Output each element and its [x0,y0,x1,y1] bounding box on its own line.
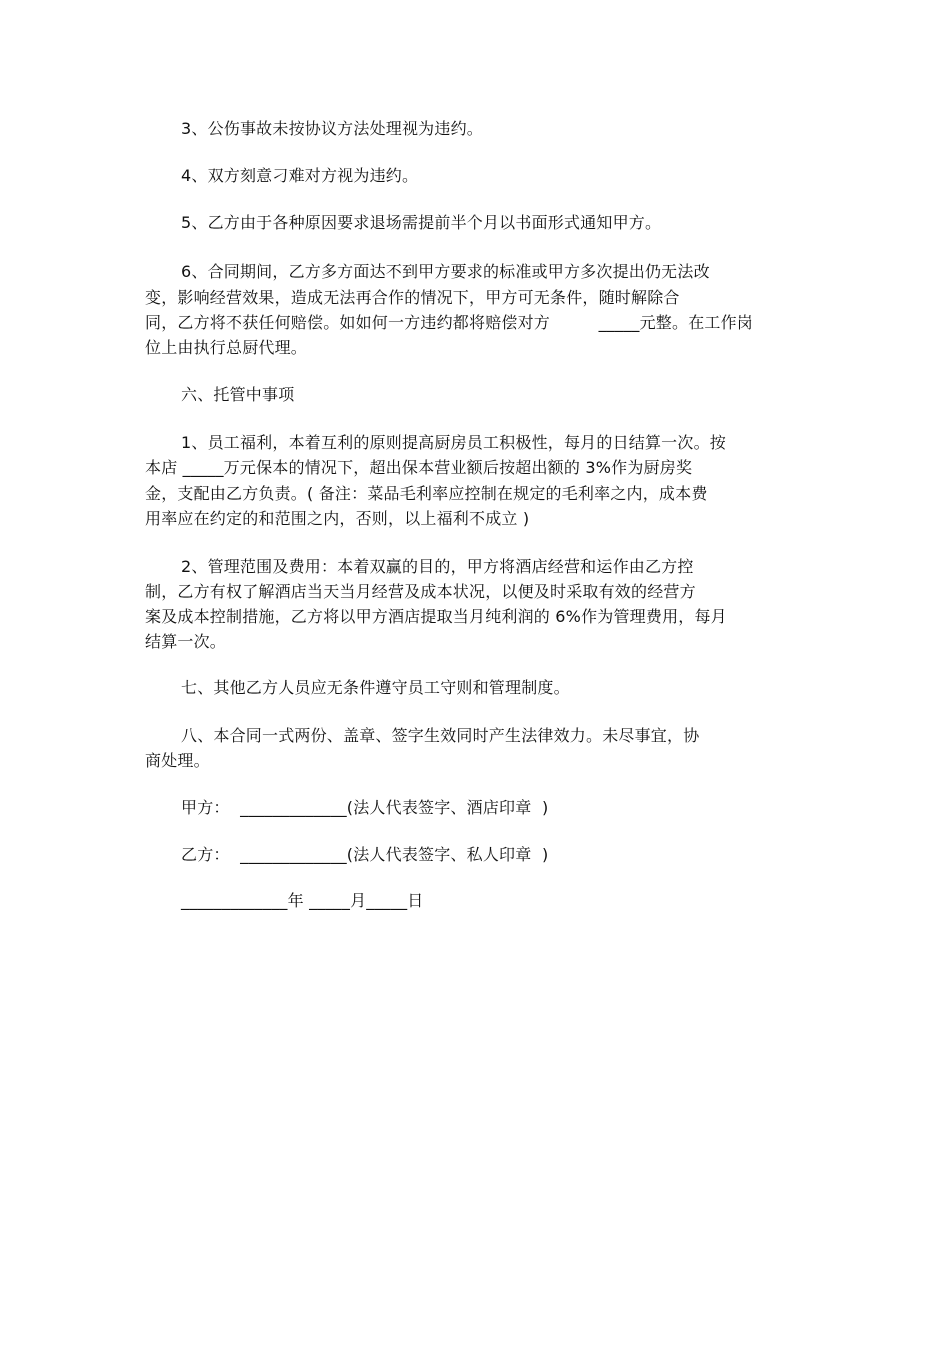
management-line-4: 结算一次。 [145,632,227,651]
clause-4-violation: 4、双方刻意刁难对方视为违约。 [181,166,419,185]
party-b-signature: 乙方： _____________(法人代表签字、私人印章 ) [181,845,549,864]
clause-6-line-3: 同，乙方将不获任何赔偿。如如何一方违约都将赔偿对方 _____元整。在工作岗 [145,313,754,332]
clause-5-exit-notice: 5、乙方由于各种原因要求退场需提前半个月以书面形式通知甲方。 [181,213,662,232]
welfare-line-2: 本店 _____万元保本的情况下，超出保本营业额后按超出额的 3%作为厨房奖 [145,458,693,477]
clause-6-line-4: 位上由执行总厨代理。 [145,338,308,357]
welfare-line-1: 1、员工福利，本着互利的原则提高厨房员工积极性，每月的日结算一次。按 [181,433,726,452]
welfare-line-3: 金，支配由乙方负责。( 备注：菜品毛利率应控制在规定的毛利率之内，成本费 [145,484,708,503]
management-line-1: 2、管理范围及费用：本着双赢的目的，甲方将酒店经营和运作由乙方控 [181,557,694,576]
clause-6-line-2: 变，影响经营效果，造成无法再合作的情况下，甲方可无条件，随时解除合 [145,288,680,307]
section-6-heading: 六、托管中事项 [181,385,295,404]
management-line-2: 制，乙方有权了解酒店当天当月经营及成本状况，以便及时采取有效的经营方 [145,582,696,601]
section-8-line-2: 商处理。 [145,751,210,770]
clause-3-violation: 3、公伤事故未按协议方法处理视为违约。 [181,119,483,138]
section-7: 七、其他乙方人员应无条件遵守员工守则和管理制度。 [181,678,570,697]
date-line: _____________年 _____月_____日 [181,891,424,910]
management-line-3: 案及成本控制措施，乙方将以甲方酒店提取当月纯利润的 6%作为管理费用，每月 [145,607,727,626]
section-8-line-1: 八、本合同一式两份、盖章、签字生效同时产生法律效力。未尽事宜，协 [181,726,700,745]
party-a-signature: 甲方： _____________(法人代表签字、酒店印章 ) [181,798,549,817]
welfare-line-4: 用率应在约定的和范围之内，否则，以上福利不成立 ) [145,509,530,528]
clause-6-line-1: 6、合同期间，乙方多方面达不到甲方要求的标准或甲方多次提出仍无法改 [181,262,710,281]
